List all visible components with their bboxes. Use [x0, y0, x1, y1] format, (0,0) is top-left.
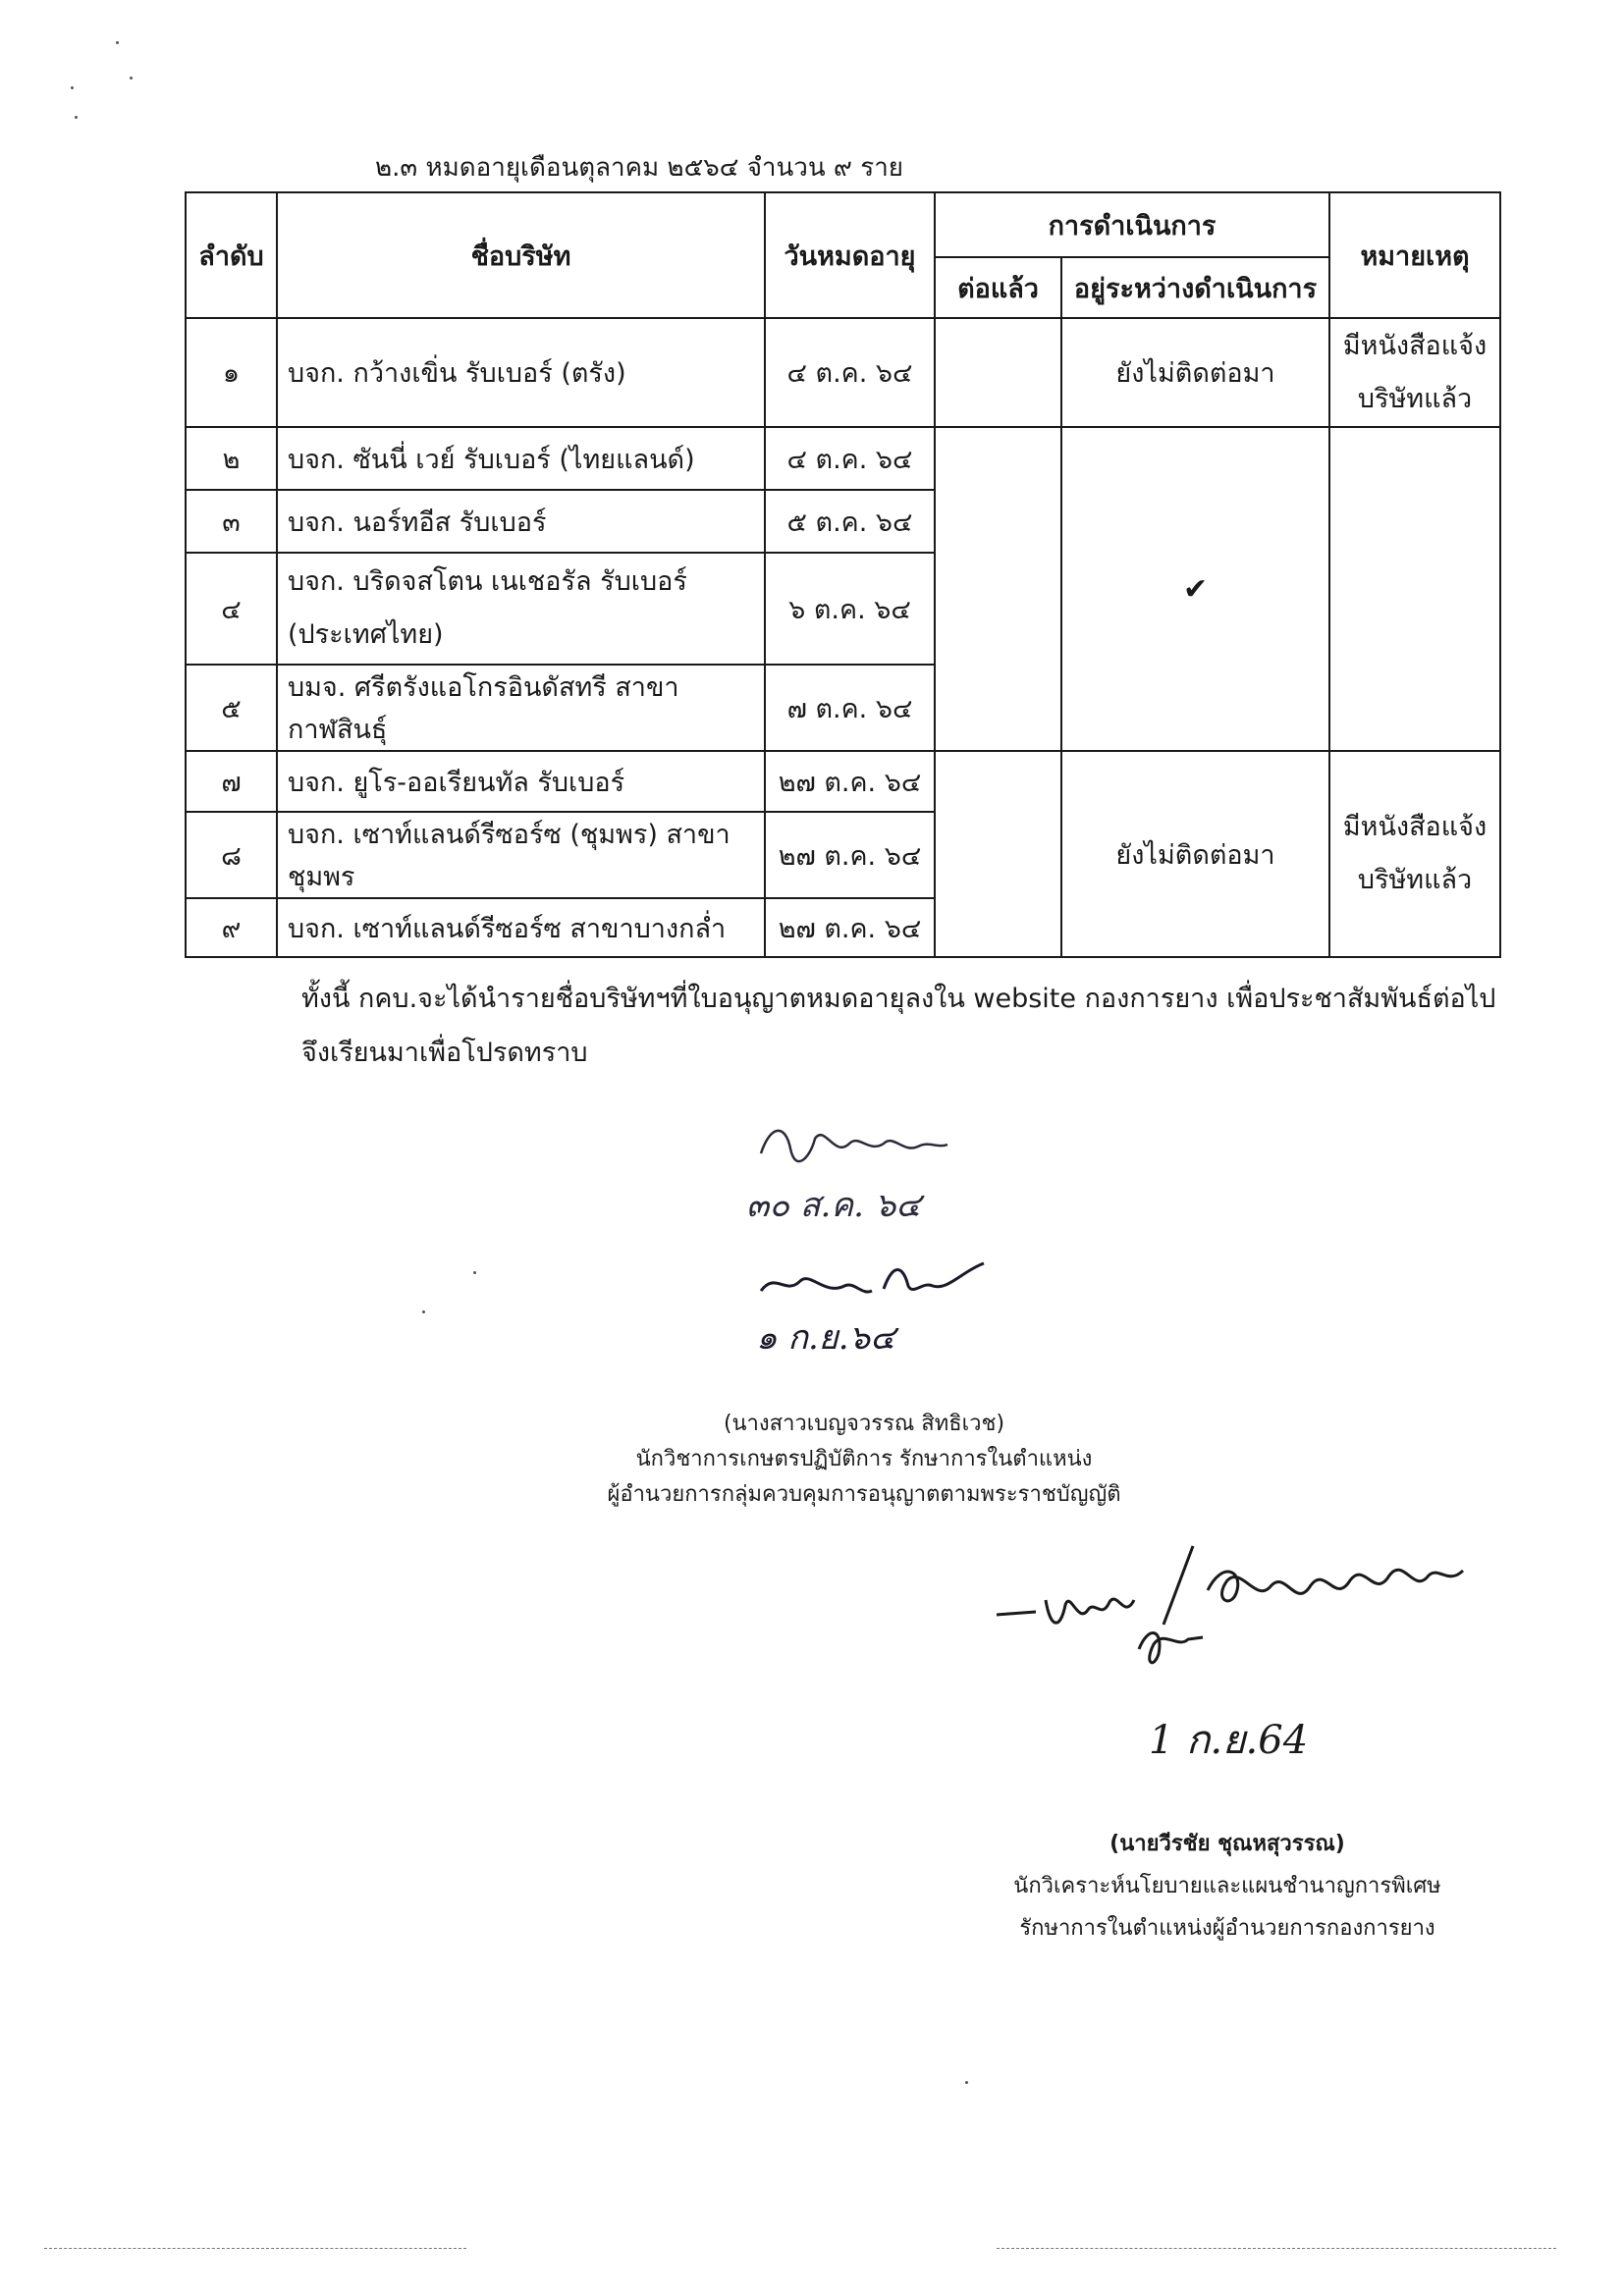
handwritten-date-2: ๑ ก.ย.๖๔ [756, 1318, 895, 1358]
row-seq: ๙ [186, 898, 277, 957]
row-seq: ๒ [186, 427, 277, 490]
handwritten-initials-1 [756, 1119, 952, 1168]
scan-speck [473, 1271, 476, 1274]
row-seq: ๕ [186, 665, 277, 751]
status-not-contacted: ยังไม่ติดต่อมา [1061, 318, 1329, 427]
row-renewed [935, 751, 1061, 957]
scan-speck [422, 1310, 425, 1313]
remark-line: บริษัทแล้ว [1357, 865, 1473, 895]
signature-block-2 [982, 1826, 1473, 1945]
body-paragraph: ทั้งนี้ กคบ.จะได้นำรายชื่อบริษัทฯที่ใบอนุญาตหมดอายุลงใน website กองการยาง เพื่อประชาสัมพันธ์ต่อไป [301, 984, 1496, 1014]
header-seq: ลำดับ [186, 192, 277, 318]
company-line: บจก. บริดจสโตน เนเชอรัล รับเบอร์ [288, 566, 687, 597]
scan-speck [130, 77, 133, 80]
handwritten-date-1: ๓๐ ส.ค. ๖๔ [746, 1186, 922, 1225]
scan-speck [75, 116, 78, 119]
footer-rule-right [997, 2248, 1556, 2249]
row-company: บจก. ยูโร-ออเรียนทัล รับเบอร์ [277, 751, 765, 812]
row-remark [1329, 427, 1500, 751]
signatory-position-2b: รักษาการในตำแหน่งผู้อำนวยการกองการยาง [1019, 1916, 1435, 1941]
remark-line: บริษัทแล้ว [1357, 383, 1473, 414]
remark-line: มีหนังสือแจ้ง [1342, 330, 1488, 361]
row-expiry: ๒๗ ต.ค. ๖๔ [765, 812, 935, 898]
header-in-progress: อยู่ระหว่างดำเนินการ [1061, 257, 1329, 318]
header-renewed: ต่อแล้ว [935, 257, 1061, 318]
remark-line: มีหนังสือแจ้ง [1342, 812, 1488, 842]
row-company: บจก. นอร์ทอีส รับเบอร์ [277, 490, 765, 553]
status-not-contacted: ยังไม่ติดต่อมา [1061, 751, 1329, 957]
row-seq: ๘ [186, 812, 277, 898]
row-seq: ๓ [186, 490, 277, 553]
row-seq: ๑ [186, 318, 277, 427]
signatory-name-2: (นายวีรชัย ชุณหสุวรรณ) [1109, 1832, 1345, 1856]
scan-speck [71, 86, 74, 89]
table-row [186, 318, 1500, 427]
row-expiry: ๔ ต.ค. ๖๔ [765, 427, 935, 490]
table-row [186, 751, 1500, 812]
handwritten-date-3: 1 ก.ย.64 [1149, 1718, 1309, 1763]
row-expiry: ๖ ต.ค. ๖๔ [765, 553, 935, 665]
row-expiry: ๒๗ ต.ค. ๖๔ [765, 898, 935, 957]
header-company: ชื่อบริษัท [277, 192, 765, 318]
handwritten-signature-2 [756, 1252, 992, 1310]
remark-notified [1329, 318, 1500, 427]
row-company: บจก. เซาท์แลนด์รีซอร์ซ (ชุมพร) สาขาชุมพร [277, 812, 765, 898]
signatory-position-2: นักวิเคราะห์นโยบายและแผนชำนาญการพิเศษ [1013, 1874, 1441, 1898]
remark-notified [1329, 751, 1500, 957]
row-renewed [935, 427, 1061, 751]
table-row [186, 427, 1500, 490]
row-seq: ๗ [186, 751, 277, 812]
row-renewed [935, 318, 1061, 427]
row-expiry: ๗ ต.ค. ๖๔ [765, 665, 935, 751]
row-seq: ๔ [186, 553, 277, 665]
header-expiry: วันหมดอายุ [765, 192, 935, 318]
row-company: บจก. ซันนี่ เวย์ รับเบอร์ (ไทยแลนด์) [277, 427, 765, 490]
closing-line: จึงเรียนมาเพื่อโปรดทราบ [301, 1038, 588, 1068]
row-expiry: ๔ ต.ค. ๖๔ [765, 318, 935, 427]
scan-speck [965, 2081, 968, 2084]
header-remark: หมายเหตุ [1329, 192, 1500, 318]
footer-rule-left [44, 2248, 466, 2249]
scan-speck [116, 41, 119, 44]
row-company [277, 553, 765, 665]
signatory-name-1: (นางสาวเบญจวรรณ สิทธิเวช) [723, 1412, 1005, 1436]
signatory-position-1b: ผู้อำนวยการกลุ่มควบคุมการอนุญาตตามพระราชบัญญัติ [607, 1482, 1121, 1507]
row-company: บจก. เซาท์แลนด์รีซอร์ซ สาขาบางกล่ำ [277, 898, 765, 957]
row-company: บมจ. ศรีตรังแอโกรอินดัสทรี สาขากาฬสินธุ์ [277, 665, 765, 751]
company-line: (ประเทศไทย) [288, 619, 444, 650]
row-expiry: ๒๗ ต.ค. ๖๔ [765, 751, 935, 812]
row-company: บจก. กว้างเขิ่น รับเบอร์ (ตรัง) [277, 318, 765, 427]
check-mark: ✔ [1061, 427, 1329, 751]
row-expiry: ๕ ต.ค. ๖๔ [765, 490, 935, 553]
expiry-table [185, 191, 1501, 958]
header-action: การดำเนินการ [935, 192, 1329, 257]
handwritten-note [992, 1531, 1483, 1669]
signatory-position-1: นักวิชาการเกษตรปฏิบัติการ รักษาการในตำแหน่ง [635, 1447, 1093, 1471]
section-heading: ๒.๓ หมดอายุเดือนตุลาคม ๒๕๖๔ จำนวน ๙ ราย [375, 153, 904, 183]
